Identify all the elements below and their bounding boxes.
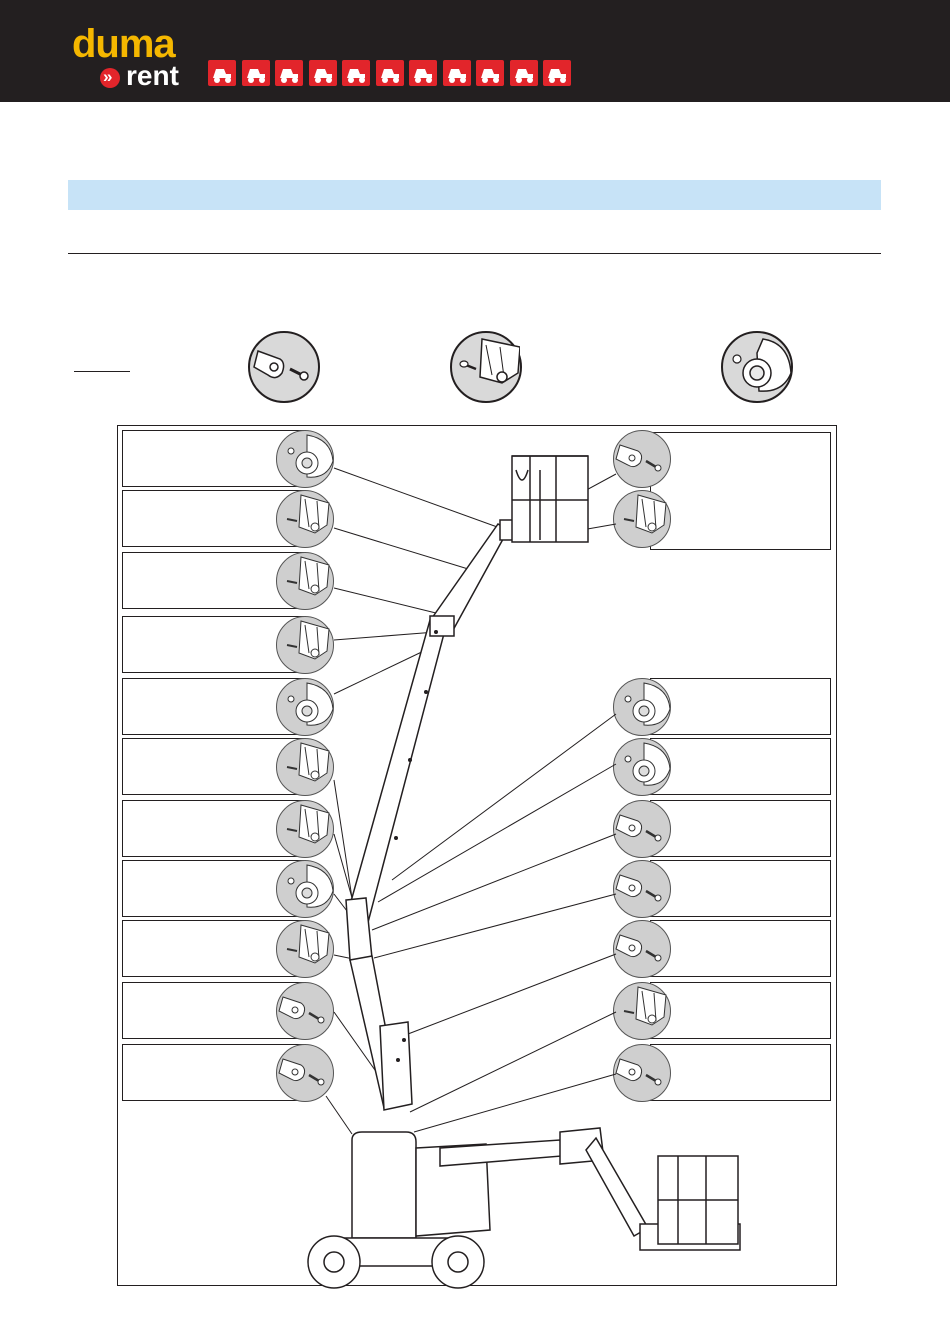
duma-rent-logo[interactable]: duma » rent <box>72 22 179 91</box>
logo-word-duma: duma <box>72 22 175 66</box>
logo-arrow-icon: » <box>100 68 120 88</box>
